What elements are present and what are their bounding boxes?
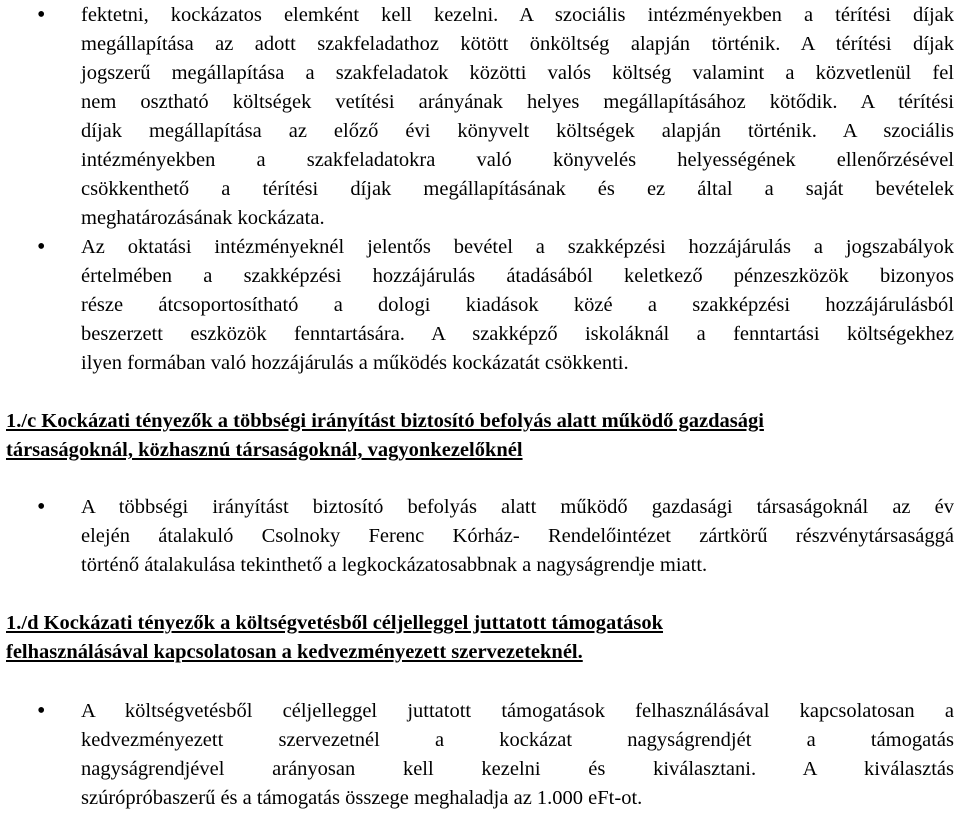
paragraph-line: értelmében a szakképzési hozzájárulás átadásából keletkező pénzeszközök bizonyos: [81, 265, 954, 287]
paragraph-line: díjak megállapítása az előző évi könyvelt költségek alapján történik. A szociális: [81, 120, 954, 142]
paragraph-line: A költségvetésből céljelleggel juttatott támogatások felhasználásával kapcsolatosan a: [81, 700, 954, 722]
paragraph-line: jogszerű megállapítása a szakfeladatok közötti valós költség valamint a közvetlenül fel: [81, 62, 954, 84]
paragraph-line: kedvezményezett szervezetnél a kockázat nagyságrendjét a támogatás: [81, 729, 954, 751]
section-heading-1d-cont: felhasználásával kapcsolatosan a kedvezményezett szervezeteknél.: [6, 641, 583, 663]
section-heading-1d: 1./d Kockázati tényezők a költségvetésből céljelleggel juttatott támogatások: [6, 612, 664, 634]
paragraph-line: meghatározásának kockázata.: [81, 207, 325, 229]
paragraph-line: fektetni, kockázatos elemként kell kezelni. A szociális intézményekben a térítési díjak: [81, 4, 954, 26]
section-heading-1c-cont: társaságoknál, közhasznú társaságoknál, vagyonkezelőknél: [6, 439, 523, 461]
paragraph-line: történő átalakulása tekinthető a legkockázatosabbnak a nagyságrendje miatt.: [81, 554, 708, 576]
paragraph-line: szúrópróbaszerű és a támogatás összege meghaladja az 1.000 eFt-ot.: [81, 787, 643, 809]
paragraph-line: ilyen formában való hozzájárulás a működés kockázatát csökkenti.: [81, 352, 629, 374]
bullet-icon: •: [37, 2, 46, 28]
paragraph-line: csökkenthető a térítési díjak megállapításának és ez által a saját bevételek: [81, 178, 954, 200]
bullet-icon: •: [37, 494, 46, 520]
paragraph-line: megállapítása az adott szakfeladathoz kötött önköltség alapján történik. A térítési díjak: [81, 33, 954, 55]
paragraph-line: intézményekben a szakfeladatokra való könyvelés helyességének ellenőrzésével: [81, 149, 954, 171]
bullet-icon: •: [37, 234, 46, 260]
paragraph-line: elején átalakuló Csolnoky Ferenc Kórház- Rendelőintézet zártkörű részvénytársasággá: [81, 525, 954, 547]
paragraph-line: Az oktatási intézményeknél jelentős bevétel a szakképzési hozzájárulás a jogszabályok: [81, 236, 954, 258]
section-heading-1c: 1./c Kockázati tényezők a többségi irányítást biztosító befolyás alatt működő gazdasági: [6, 410, 764, 432]
paragraph-line: A többségi irányítást biztosító befolyás alatt működő gazdasági társaságoknál az év: [81, 496, 954, 518]
paragraph-line: nagyságrendjével arányosan kell kezelni és kiválasztani. A kiválasztás: [81, 758, 954, 780]
paragraph-line: része átcsoportosítható a dologi kiadások közé a szakképzési hozzájárulásból: [81, 294, 954, 316]
paragraph-line: beszerzett eszközök fenntartására. A szakképző iskoláknál a fenntartási költségekhez: [81, 323, 954, 345]
paragraph-line: nem osztható költségek vetítési arányának helyes megállapításához kötődik. A térítési: [81, 91, 954, 113]
bullet-icon: •: [37, 698, 46, 724]
